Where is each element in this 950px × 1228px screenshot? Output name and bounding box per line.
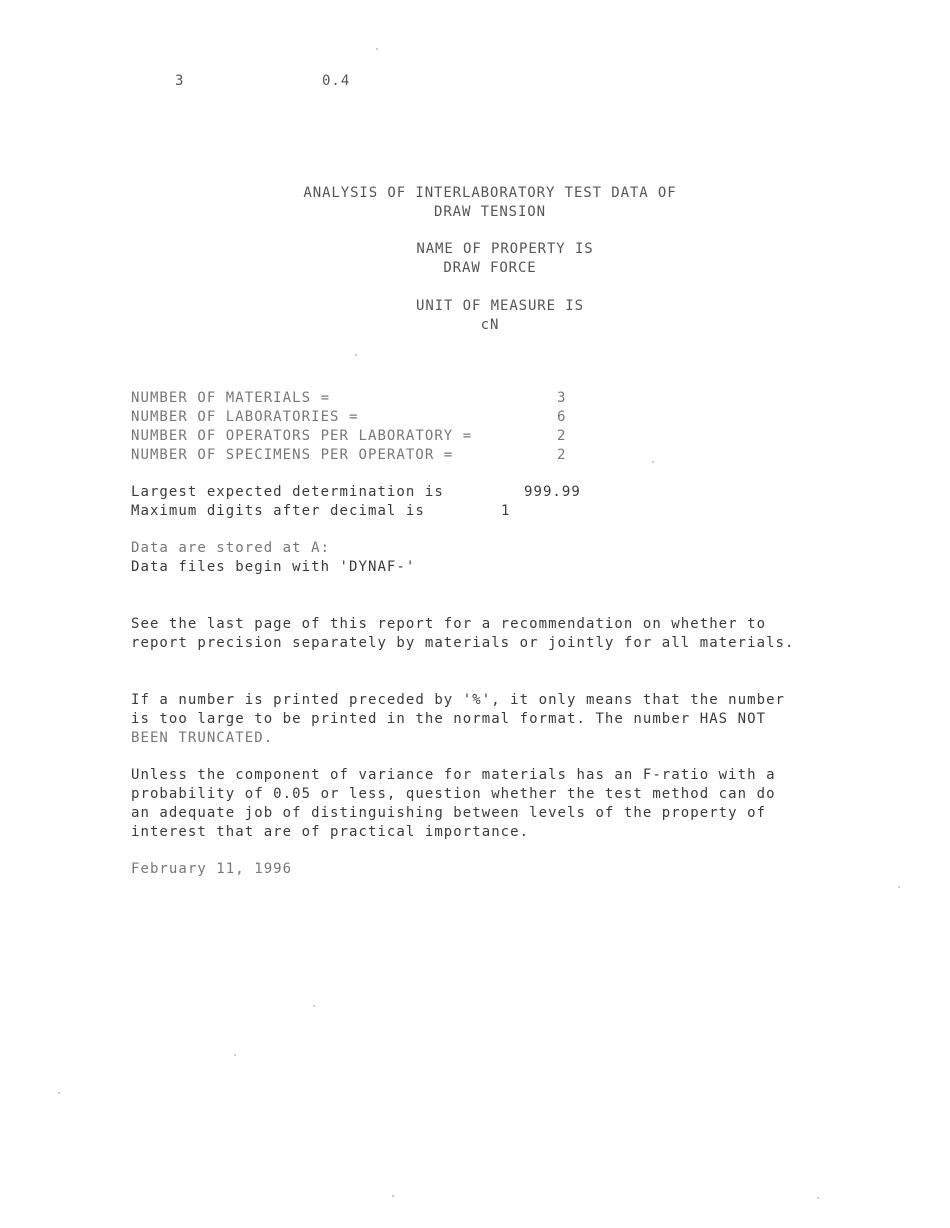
property-name: DRAW FORCE <box>443 260 537 276</box>
recommendation-line-1: See the last page of this report for a recommendation on whether to <box>131 616 767 632</box>
count-label-laboratories: NUMBER OF LABORATORIES = <box>131 409 359 425</box>
scan-speck <box>58 1092 60 1094</box>
data-storage-location: Data are stored at A: <box>131 540 331 556</box>
largest-determination-label: Largest expected determination is <box>131 484 444 500</box>
property-label: NAME OF PROPERTY IS <box>416 241 594 257</box>
variance-note-line-1: Unless the component of variance for materials has an F-ratio with a <box>131 767 776 783</box>
scan-speck <box>652 461 654 463</box>
truncation-note-line-3: BEEN TRUNCATED. <box>131 730 274 746</box>
max-digits-label: Maximum digits after decimal is <box>131 503 425 519</box>
count-label-materials: NUMBER OF MATERIALS = <box>131 390 331 406</box>
header-right-value: 0.4 <box>322 73 351 89</box>
scan-speck <box>898 886 900 888</box>
report-date: February 11, 1996 <box>131 861 293 877</box>
count-value-materials: 3 <box>557 390 567 406</box>
scan-speck <box>376 48 378 50</box>
variance-note-line-3: an adequate job of distinguishing between levels of the property of <box>131 805 767 821</box>
max-digits-value: 1 <box>501 503 511 519</box>
scan-speck <box>234 1054 236 1056</box>
largest-determination-value: 999.99 <box>524 484 581 500</box>
count-label-operators: NUMBER OF OPERATORS PER LABORATORY = <box>131 428 473 444</box>
scan-speck <box>392 1195 394 1197</box>
scan-speck <box>355 354 357 356</box>
scan-speck <box>313 1005 315 1007</box>
report-title-line-2: DRAW TENSION <box>434 204 546 220</box>
truncation-note-line-1: If a number is printed preceded by '%', it only means that the number <box>131 692 786 708</box>
scan-speck <box>817 1197 819 1199</box>
variance-note-line-2: probability of 0.05 or less, question whether the test method can do <box>131 786 776 802</box>
unit-label: UNIT OF MEASURE IS <box>416 298 584 314</box>
unit-value: cN <box>480 317 500 333</box>
data-file-prefix: Data files begin with 'DYNAF-' <box>131 559 416 575</box>
count-value-operators: 2 <box>557 428 567 444</box>
count-label-specimens: NUMBER OF SPECIMENS PER OPERATOR = <box>131 447 454 463</box>
report-title-line-1: ANALYSIS OF INTERLABORATORY TEST DATA OF <box>303 185 677 201</box>
recommendation-line-2: report precision separately by materials or jointly for all materials. <box>131 635 795 651</box>
header-left-value: 3 <box>175 73 185 89</box>
variance-note-line-4: interest that are of practical importance. <box>131 824 530 840</box>
count-value-laboratories: 6 <box>557 409 567 425</box>
truncation-note-line-2: is too large to be printed in the normal format. The number HAS NOT <box>131 711 767 727</box>
count-value-specimens: 2 <box>557 447 567 463</box>
